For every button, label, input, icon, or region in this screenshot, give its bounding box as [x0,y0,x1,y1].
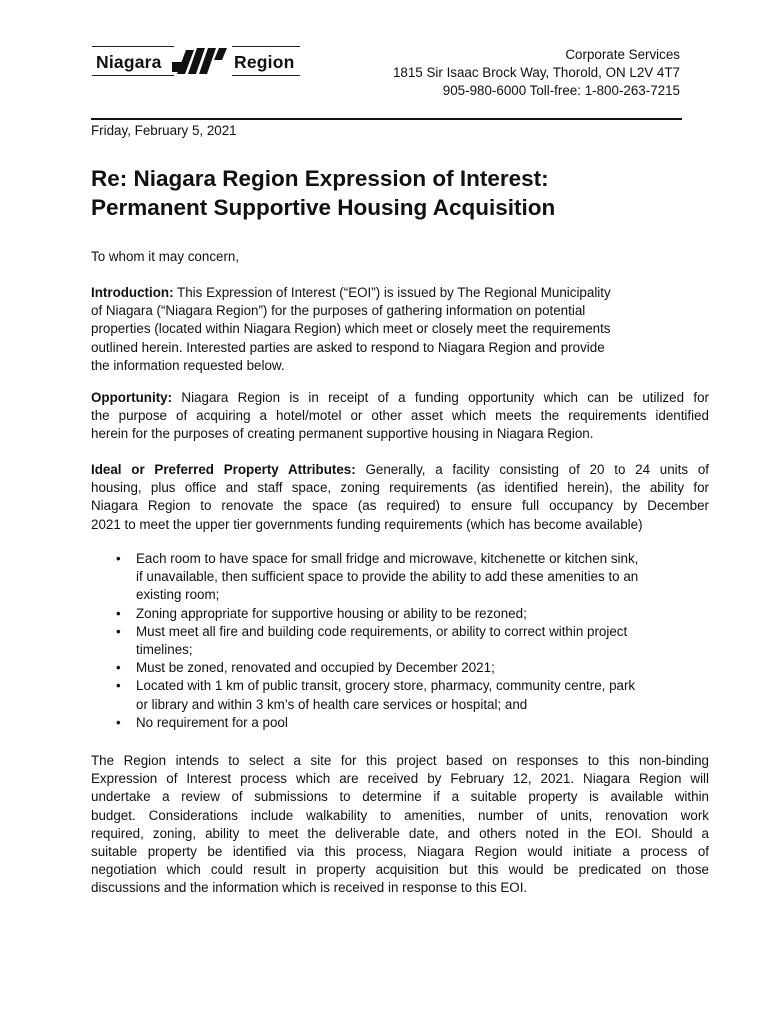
list-item: • Must meet all fire and building code requirements, or ability to correct within project timelines; [116,623,628,658]
bullet-icon: • [116,605,121,621]
introduction-paragraph [91,284,691,375]
phone-numbers: 905-980-6000 Toll-free: 1-800-263-7215 [442,83,680,98]
paragraph-line: Opportunity: Niagara Region is in receipt of a funding opportunity which can be utilized for [91,390,709,405]
list-item: • Each room to have space for small fridge and microwave, kitchenette or kitchen sink, if unavailable, then sufficient space to provide the ability to add these amenities to an existing room; [116,551,639,603]
logo-word-left: Niagara [96,52,162,72]
closing-paragraph [91,752,709,898]
title-line: Permanent Supportive Housing Acquisition [91,195,556,220]
paragraph-line: of Niagara (“Niagara Region”) for the purposes of gathering information on potential [91,303,586,319]
niagara-region-logo [92,44,300,78]
paragraph-line: discussions and the information which is received in response to this EOI. [91,880,528,896]
list-item: • Located with 1 km of public transit, grocery store, pharmacy, community centre, park or library and within 3 km’s of health care services or hospital; and [116,678,636,712]
bullet-icon: • [116,714,121,730]
logo-rule-bottom-left [92,75,174,76]
paragraph-line: negotiation which could result in property acquisition but this would be predicated on those [91,862,709,878]
paragraph-line: Niagara Region to renovate the space (as required) to ensure full occupancy by December [91,498,709,514]
paragraph-line: herein for the purposes of creating permanent supportive housing in Niagara Region. [91,426,594,442]
letter-date: Friday, February 5, 2021 [91,123,237,138]
street-address: 1815 Sir Isaac Brock Way, Thorold, ON L2V 4T7 [392,65,680,80]
department-name: Corporate Services [565,47,680,62]
bullet-icon: • [116,551,121,566]
logo-slash-icon [172,46,232,76]
paragraph-line: the information requested below. [91,357,285,373]
paragraph-line: The Region intends to select a site for this project based on responses to this non-binding [91,753,709,768]
letter-title [91,164,711,222]
paragraph-line: undertake a review of submissions to determine if a suitable property is available within [91,789,709,805]
paragraph-line: required, zoning, ability to meet the deliverable date, and others noted in the EOI. Should a [91,825,709,841]
logo-rule-top-right [232,46,300,47]
logo-rule-bottom-right [232,75,300,76]
logo-rule-top-left [92,46,174,47]
paragraph-line: Expression of Interest process which are received by February 12, 2021. Niagara Region will [91,771,709,787]
paragraph-line: outlined herein. Interested parties are asked to respond to Niagara Region and provide [91,339,605,355]
attributes-label: Ideal or Preferred Property Attributes: [91,462,356,477]
opportunity-label: Opportunity: [91,390,173,405]
bullet-icon: • [116,660,121,676]
paragraph-line: 2021 to meet the upper tier governments funding requirements (which has become available) [91,516,643,532]
title-line: Re: Niagara Region Expression of Interest: [91,166,549,191]
paragraph-line: housing, plus office and staff space, zoning requirements (as identified herein), the ability for [91,480,709,496]
attributes-paragraph [91,461,709,534]
opportunity-paragraph [91,389,709,444]
header-divider [91,118,682,120]
paragraph-line: budget. Considerations include walkability to amenities, number of units, renovation work [91,807,709,823]
attribute-list [91,550,711,732]
introduction-label: Introduction: [91,285,174,300]
salutation: To whom it may concern, [91,249,240,264]
paragraph-line: properties (located within Niagara Region) which meet or closely meet the requirements [91,321,611,337]
list-item: • Must be zoned, renovated and occupied by December 2021; [91,659,711,677]
paragraph-line: Introduction: This Expression of Interest (“EOI”) is issued by The Regional Municipality [91,285,611,300]
list-item: • Zoning appropriate for supportive housing or ability to be rezoned; [91,605,711,623]
paragraph-line: suitable property be identified via this process, Niagara Region would initiate a process of [91,844,709,860]
paragraph-line: the purpose of acquiring a hotel/motel or other asset which meets the requirements identified [91,408,709,424]
bullet-icon: • [116,678,121,694]
letterhead-address [393,46,680,100]
paragraph-line: Ideal or Preferred Property Attributes: Generally, a facility consisting of 20 to 24 units of [91,462,709,477]
logo-word-right: Region [234,52,295,72]
bullet-icon: • [116,623,121,639]
list-item: • No requirement for a pool [91,714,711,732]
